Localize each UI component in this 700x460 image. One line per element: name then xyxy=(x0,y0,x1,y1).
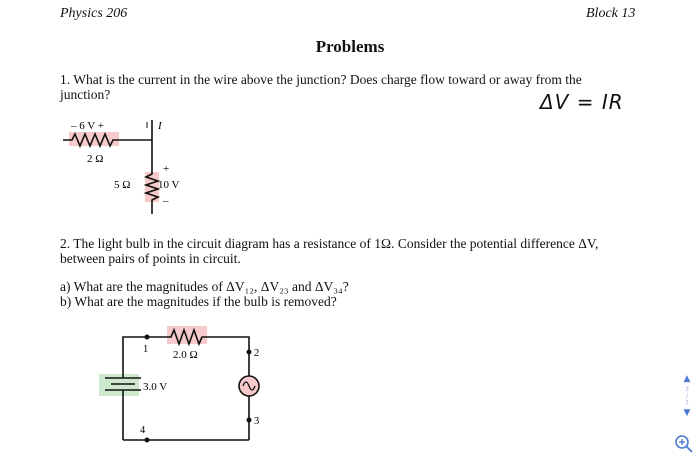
question-2b: b) What are the magnitudes if the bulb is removed? xyxy=(60,294,337,309)
top-battery-label: – 6 V + xyxy=(71,120,104,132)
plus-label: + xyxy=(163,163,170,175)
point-2-dot xyxy=(247,350,252,355)
circuit-diagram-1 xyxy=(55,112,195,222)
page-up-icon[interactable]: ▲ xyxy=(683,374,691,384)
left-resistor-label: 5 Ω xyxy=(114,179,131,191)
page-navigator xyxy=(680,374,694,418)
question-2-line-1: 2. The light bulb in the circuit diagram has a resistance of 1Ω. Consider the potential difference ΔV, xyxy=(60,236,599,251)
question-2a: a) What are the magnitudes of ΔV₁₂, ΔV₂₃ and ΔV₃₄? xyxy=(60,279,349,294)
course-header: Physics 206 xyxy=(60,6,128,21)
zoom-in-icon[interactable] xyxy=(673,433,695,455)
point-3-label: 3 xyxy=(254,416,260,427)
question-2-line-2: between pairs of points in circuit. xyxy=(60,251,241,266)
point-1-dot xyxy=(145,335,150,340)
point-2-label: 2 xyxy=(254,348,260,359)
battery-label: 3.0 V xyxy=(143,381,168,393)
page-title: Problems xyxy=(315,37,385,56)
point-3-dot xyxy=(247,418,252,423)
current-label: I xyxy=(158,120,162,132)
resistor-label-2: 2.0 Ω xyxy=(173,349,198,361)
circuit-diagram-2 xyxy=(95,318,275,448)
right-battery-label: 10 V xyxy=(158,179,180,191)
point-1-label: 1 xyxy=(143,344,149,355)
question-1-line-1: 1. What is the current in the wire above the junction? Does charge flow toward or away from the xyxy=(60,72,582,87)
page-indicator: 3 / 7 xyxy=(685,385,689,407)
page-down-icon[interactable]: ▼ xyxy=(683,408,691,418)
question-1-line-2: junction? xyxy=(60,87,111,102)
minus-label: – xyxy=(163,195,169,207)
handwritten-ohms-law: ΔV = IR xyxy=(540,90,624,114)
point-4-label: 4 xyxy=(140,425,146,436)
block-header: Block 13 xyxy=(586,6,636,21)
point-4-dot xyxy=(145,438,150,443)
top-resistor-label: 2 Ω xyxy=(87,153,104,165)
